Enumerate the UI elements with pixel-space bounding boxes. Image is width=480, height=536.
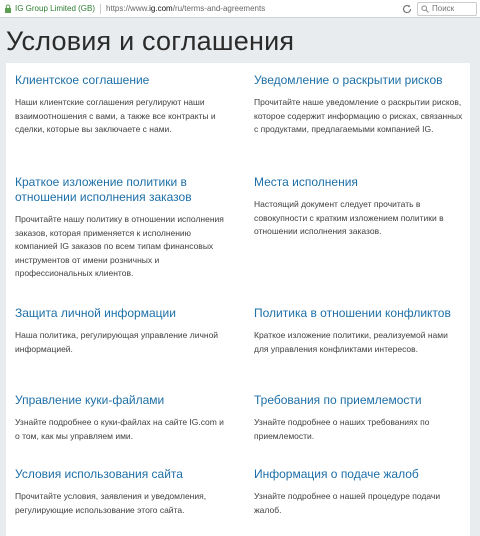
search-input[interactable] [432,4,476,13]
url-prefix: https://www. [106,4,150,13]
agreements-panel [6,63,470,536]
agreement-description: Прочитайте наше уведомление о раскрытии рисков, которое содержит информацию о рисках, связанных с продуктами, предлагаемыми компанией IG. [254,97,463,134]
search-icon [421,5,429,13]
agreement-description: Узнайте подробнее о наших требованиях по приемлемости. [254,417,430,441]
divider [100,4,101,14]
agreement-description: Наша политика, регулирующая управление личной информацией. [15,330,219,354]
url-text[interactable] [106,4,265,13]
agreement-title-link[interactable]: Места исполнения [254,175,358,189]
agreement-item-client [15,73,225,137]
agreement-description: Узнайте подробнее о куки-файлах на сайте IG.com и о том, как мы управляем ими. [15,417,224,441]
agreement-item-conflicts [254,306,464,356]
url-domain: ig.com [149,4,173,13]
agreement-item-cookies [15,393,225,443]
agreement-item-site-terms [15,467,225,517]
agreement-item-risk-disclosure [254,73,464,137]
agreement-description: Наши клиентские соглашения регулируют наши взаимоотношения с вами, а также все контракты и сделки, которые вы заключаете с нами. [15,97,216,134]
agreement-item-complaints [254,467,464,517]
agreement-description: Узнайте подробнее о нашей процедуре подачи жалоб. [254,491,441,515]
agreement-title-link[interactable]: Требования по приемлемости [254,393,422,407]
agreement-title-link[interactable]: Краткое изложение политики в отношении исполнения заказов [15,175,192,204]
address-bar[interactable] [0,0,480,18]
page-title: Условия и соглашения [6,26,295,56]
agreement-item-privacy [15,306,225,356]
reload-icon[interactable] [401,3,413,15]
agreement-title-link[interactable]: Условия использования сайта [15,467,183,481]
url-path: /ru/terms-and-agreements [172,4,266,13]
agreement-title-link[interactable]: Уведомление о раскрытии рисков [254,73,443,87]
agreement-description: Прочитайте нашу политику в отношении исполнения заказов, которая применяется к исполнению компанией IG заказов по всем типам финансовых инструментов от имени розничных и профессиональных клиентов. [15,214,224,278]
agreement-item-execution-venues [254,175,464,239]
agreement-title-link[interactable]: Управление куки-файлами [15,393,165,407]
browser-search-box[interactable] [417,2,477,16]
agreement-item-eligibility [254,393,464,443]
agreement-item-order-execution [15,175,225,281]
urlbar-controls [401,0,480,17]
agreement-title-link[interactable]: Политика в отношении конфликтов [254,306,451,320]
agreement-description: Прочитайте условия, заявления и уведомления, регулирующие использование этого сайта. [15,491,207,515]
agreement-description: Настоящий документ следует прочитать в совокупности с кратким изложением политики в отношении исполнения заказов. [254,199,444,236]
agreement-title-link[interactable]: Информация о подаче жалоб [254,467,419,481]
site-identity-badge[interactable]: IG Group Limited (GB) [15,4,96,13]
lock-icon [4,4,12,13]
agreement-title-link[interactable]: Клиентское соглашение [15,73,150,87]
agreement-description: Краткое изложение политики, реализуемой нами для управления конфликтами интересов. [254,330,448,354]
agreement-title-link[interactable]: Защита личной информации [15,306,176,320]
